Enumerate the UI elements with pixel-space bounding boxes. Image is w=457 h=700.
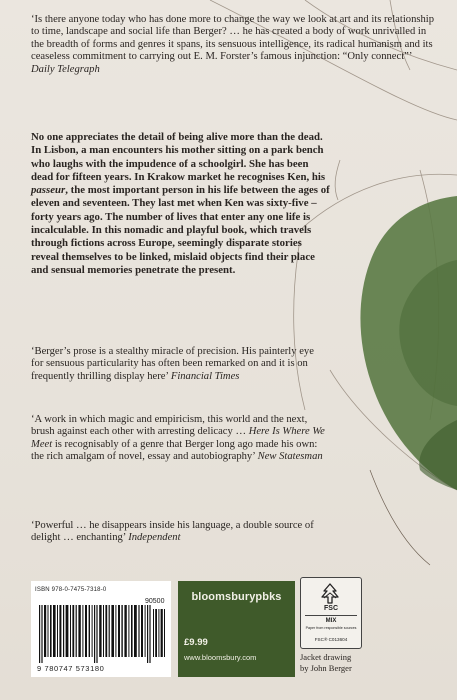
book-price: £9.99 — [184, 637, 208, 648]
quote-book-title: Here Is Where We Meet — [31, 426, 325, 450]
jacket-credit-line-2: by John Berger — [300, 662, 352, 673]
quote-source: Independent — [128, 532, 181, 544]
fsc-code: FSC® C013604 — [314, 637, 348, 642]
quote-source: Daily Telegraph — [31, 63, 100, 75]
isbn-label: ISBN 978-0-7475-7318-0 — [35, 587, 107, 593]
publisher-url: www.bloomsbury.com — [184, 653, 257, 662]
blurb-part-2: , the most important person in his life between the ages of eleven and seventeen. They last met when Ken was sixty-five – forty years ago. The number of lives that enter any one life is incalculable. In this nomadic and playful book, which travels through fictions across Europe, seemingly disparate stories reveal themselves to be linked, mislaid objects find their place and sensual memories penetrate the present. — [31, 184, 330, 276]
blurb-part-1: No one appreciates the detail of being alive more than the dead. In Lisbon, a man encounters his mother sitting on a park bench who laughs with the impudence of a schoolgirl. She has been dead for fifteen years. In Krakow market he recognises Ken, his — [31, 131, 326, 183]
fsc-tree-icon — [318, 583, 342, 605]
jacket-credit — [300, 652, 400, 673]
quote-text-before: ‘A work in which magic and empiricism, this world and the next, brush against each other with arresting delicacy … — [31, 414, 308, 438]
review-quote-ft — [31, 346, 321, 383]
fsc-divider — [305, 615, 357, 616]
quote-text: ‘Is there anyone today who has done more to change the way we look at art and its relationship to time, landscape and social life than Berger? … he has created a body of work unrivalled in the breadth of forms and genres it spans, its sensuous intelligence, its radical humanism and its ceaseless commitment to carrying out E. M. Forster’s famous injunction: “Only connect”’ — [31, 14, 435, 63]
green-shape — [360, 196, 457, 490]
review-quote-telegraph — [31, 14, 436, 76]
fsc-mix-label: MIX — [325, 618, 337, 624]
quote-source: New Statesman — [257, 451, 323, 463]
quote-source: Financial Times — [170, 370, 240, 382]
barcode-digits: 9 780747 573180 — [37, 664, 105, 673]
publisher-name: bloomsburypbks — [191, 591, 282, 603]
quote-text: ‘Powerful … he disappears inside his language, a double source of delight … enchanting’ — [31, 520, 314, 544]
jacket-credit-line-1: Jacket drawing — [300, 652, 352, 662]
review-quote-independent — [31, 520, 331, 545]
fsc-title: FSC — [324, 605, 338, 612]
barcode-panel — [31, 581, 171, 677]
quote-text: ‘Berger’s prose is a stealthy miracle of precision. His painterly eye for sensuous particularity has often been remarked on and it is on frequently thrilling display here’ — [31, 346, 314, 382]
blurb-passeur: passeur — [31, 184, 66, 197]
barcode-icon — [37, 605, 167, 663]
fsc-paper-note: Paper from responsible sources — [305, 626, 357, 630]
review-quote-new-statesman — [31, 414, 331, 464]
publisher-panel — [178, 581, 295, 677]
barcode-price-code: 90500 — [145, 598, 165, 605]
book-blurb — [31, 131, 331, 277]
fsc-certification-badge — [300, 577, 362, 649]
quote-text-after: is recognisably of a genre that Berger long ago made his own: the rich amalgam of novel, essay and autobiography’ — [31, 438, 318, 463]
